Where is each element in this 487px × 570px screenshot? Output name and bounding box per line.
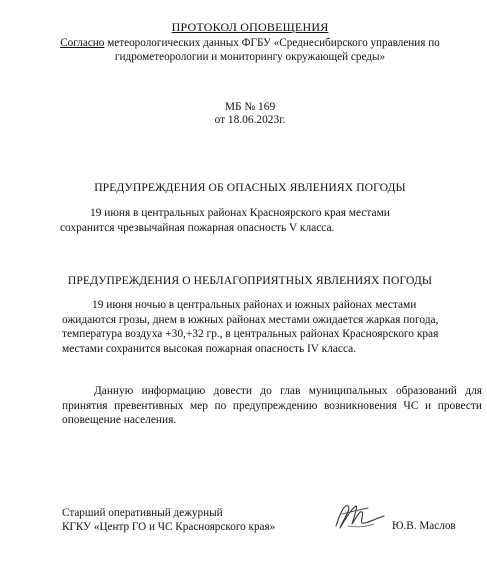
signer-position-line-1: Старший оперативный дежурный	[62, 507, 223, 519]
section-text-line: ожидаются грозы, днем в южных районах местами ожидается жаркая погода,	[62, 313, 439, 326]
instruction-line: Данную информацию довести до глав муниципальных образований для	[94, 385, 482, 397]
section-text-line: 19 июня ночью в центральных районах и южных районах местами	[92, 299, 417, 311]
signer-position-line-2: КГКУ «Центр ГО и ЧС Красноярского края»	[62, 520, 276, 533]
subtitle-line-2: гидрометеорологии и мониторингу окружающей среды»	[114, 50, 386, 63]
bulletin-info	[200, 101, 300, 127]
instruction-line: принятия превентивных мер по предупреждению возникновения ЧС и провести	[62, 399, 482, 412]
section-text-line: температура воздуха +30,+32 гр., в центральных районах Красноярского края	[62, 328, 439, 340]
bulletin-number: МБ № 169	[224, 101, 276, 113]
section-text-unfavorable	[62, 298, 482, 356]
signer-name: Ю.В. Маслов	[392, 520, 456, 532]
section-text-dangerous	[60, 206, 420, 235]
subtitle-line-1	[40, 37, 460, 51]
instruction-paragraph	[62, 384, 482, 428]
document-title: ПРОТОКОЛ ОПОВЕЩЕНИЯ	[171, 20, 329, 34]
section-heading-dangerous: ПРЕДУПРЕЖДЕНИЯ ОБ ОПАСНЫХ ЯВЛЕНИЯХ ПОГОДЫ	[94, 181, 406, 194]
subtitle-line-1-rest: метеорологических данных ФГБУ «Среднесибирского управления по	[104, 37, 440, 49]
section-heading-unfavorable: ПРЕДУПРЕЖДЕНИЯ О НЕБЛАГОПРИЯТНЫХ ЯВЛЕНИЯХ ПОГОДЫ	[67, 274, 433, 287]
subtitle-underlined-word: Согласно	[60, 37, 105, 49]
handwritten-signature	[328, 496, 388, 536]
document-subtitle	[40, 37, 460, 64]
signer-position	[62, 507, 322, 534]
section-text-line: 19 июня в центральных районах Красноярского края местами	[90, 207, 390, 219]
bulletin-date: от 18.06.2023г.	[214, 114, 286, 126]
instruction-line: оповещение населения.	[62, 414, 177, 426]
section-text-line: сохранится чрезвычайная пожарная опасность V класса.	[60, 221, 335, 234]
section-text-line: местами сохранится высокая пожарная опасность IV класса.	[62, 342, 357, 355]
